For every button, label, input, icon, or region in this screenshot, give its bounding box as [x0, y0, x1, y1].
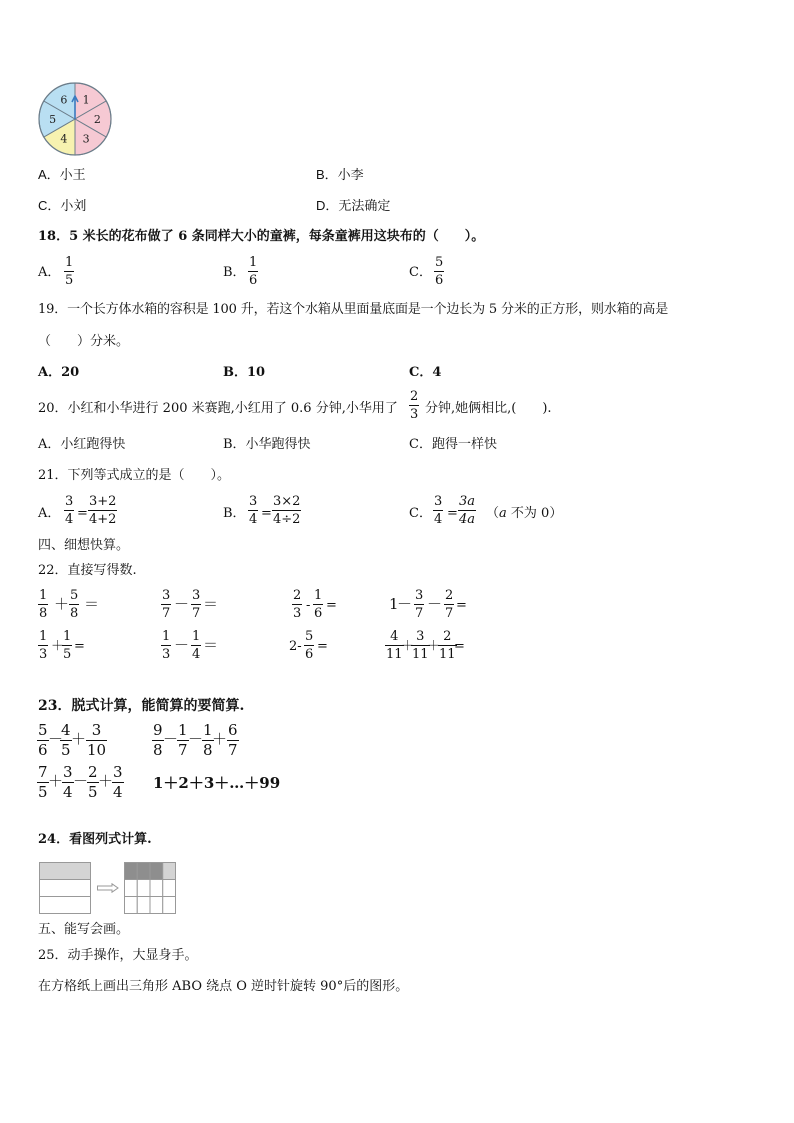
fraction: 9 8 [153, 721, 163, 759]
fraction: 1 3 [39, 629, 48, 662]
plus-sign: ＋ [212, 730, 228, 748]
spinner-sector-label: 4 [60, 132, 68, 146]
q18-option-a-fraction: 1 5 [65, 255, 74, 288]
q21-c-left-fraction: 3 4 [434, 494, 443, 527]
plus-sign: ＋ [71, 730, 87, 748]
grid-cell [163, 897, 176, 914]
fraction: 1 8 [39, 588, 48, 621]
q18-question: 18．5 米长的花布做了 6 条同样大小的童裤，每条童裤用这块布的（ ）。 [38, 229, 485, 244]
spinner-sector-label: 2 [93, 113, 101, 126]
minus-sign: － [174, 595, 190, 613]
equals-sign: = [261, 506, 272, 521]
fraction: 5 6 [305, 629, 314, 662]
q20-option-a[interactable]: A．小红跑得快 [38, 437, 126, 452]
fraction: 3 7 [162, 588, 171, 621]
q17-option-c[interactable]: C．小刘 [38, 198, 87, 213]
fraction: 3 7 [192, 588, 201, 621]
grid-cell [150, 880, 163, 897]
q24-figure-right [124, 862, 176, 914]
minus-sign: - [306, 598, 311, 613]
plus-sign: ＋ [54, 595, 70, 613]
equals-sign: = [447, 506, 458, 521]
fraction: 3 7 [415, 588, 424, 621]
q25-instruction: 在方格纸上画出三角形 ABO 绕点 O 逆时针旋转 90°后的图形。 [38, 979, 409, 994]
q25-title: 25．动手操作，大显身手。 [38, 948, 198, 963]
q19-question-line2: （ ）分米。 [38, 334, 130, 349]
fraction: 2 5 [88, 763, 98, 801]
minus-sign: － [397, 595, 413, 613]
q20-question-prefix: 20．小红和小华进行 200 米赛跑,小红用了 0.6 分钟,小华用了 [38, 401, 398, 416]
grid-cell [125, 897, 138, 914]
fraction: 2 11 [439, 629, 456, 662]
equals-sign: = [456, 598, 467, 613]
grid-cell [125, 880, 138, 897]
section-4-heading: 四、细想快算。 [38, 538, 130, 553]
fraction: 2 7 [445, 588, 454, 621]
fraction: 1 6 [314, 588, 323, 621]
minus-sign: － [188, 730, 204, 748]
equals-sign: = [77, 506, 88, 521]
spinner-sector-label: 5 [49, 113, 57, 126]
q20-option-c[interactable]: C．跑得一样快 [409, 437, 497, 452]
spinner-sector-label: 3 [82, 132, 90, 146]
q21-c-right-fraction: 3a 4a [459, 494, 476, 527]
fraction: 3 4 [63, 763, 73, 801]
minus-sign: － [427, 595, 443, 613]
equals-sign: = [454, 639, 465, 654]
grid-cell [125, 863, 138, 880]
q21-b-right-fraction: 3×2 4÷2 [273, 494, 301, 527]
grid-cell [163, 863, 176, 880]
grid-cell [150, 897, 163, 914]
fraction: 1 5 [63, 629, 72, 662]
q21-option-a-letter[interactable]: A． [38, 506, 61, 521]
q21-option-b-letter[interactable]: B． [223, 506, 246, 521]
q18-option-a-letter[interactable]: A． [38, 265, 61, 280]
q22-title: 22．直接写得数. [38, 563, 137, 578]
q18-option-b-letter[interactable]: B． [223, 265, 246, 280]
fraction: 6 7 [228, 721, 238, 759]
q21-option-c-letter[interactable]: C． [409, 506, 432, 521]
plus-sign: ＋ [401, 639, 415, 654]
q19-question-line1: 19．一个长方体水箱的容积是 100 升，若这个水箱从里面量底面是一个边长为 5 分米的正方形，则水箱的高是 [38, 302, 669, 317]
q18-option-b-fraction: 1 6 [249, 255, 258, 288]
grid-cell [137, 880, 150, 897]
equals-sign: = [326, 598, 337, 613]
plus-sign: ＋ [98, 772, 114, 790]
grid-cell [163, 880, 176, 897]
spinner-figure [36, 82, 116, 156]
grid-cell [137, 863, 150, 880]
q20-question-suffix: 分钟,她俩相比,( ). [425, 401, 552, 416]
fraction: 4 11 [386, 629, 403, 662]
q21-c-note: （a 不为 0） [486, 506, 563, 521]
fraction: 1 7 [178, 721, 188, 759]
number: 2- [289, 639, 302, 654]
fraction: 3 10 [87, 721, 107, 759]
minus-sign: － [73, 772, 89, 790]
fraction: 1 8 [203, 721, 213, 759]
equals-sign: = [74, 639, 85, 654]
fraction: 3 11 [412, 629, 429, 662]
fraction: 4 5 [61, 721, 71, 759]
q17-option-b[interactable]: B．小李 [316, 167, 364, 182]
minus-sign: － [48, 730, 64, 748]
q24-figure-left [39, 862, 91, 914]
fraction: 1 3 [162, 629, 171, 662]
equals-sign: ＝ [203, 636, 219, 654]
fraction: 7 5 [38, 763, 48, 801]
fraction: 5 6 [38, 721, 48, 759]
q20-option-b[interactable]: B．小华跑得快 [223, 437, 311, 452]
q17-option-a[interactable]: A．小王 [38, 167, 86, 182]
arrow-right-icon [97, 883, 119, 893]
equals-sign: = [317, 639, 328, 654]
fraction: 1 4 [192, 629, 201, 662]
equals-sign: ＝ [203, 595, 219, 613]
q21-question: 21．下列等式成立的是（ ）。 [38, 468, 231, 483]
plus-sign: ＋ [427, 639, 441, 654]
q23-title: 23．脱式计算，能简算的要简算. [38, 698, 245, 714]
q19-option-c[interactable]: C．4 [409, 365, 442, 380]
fraction: 3 4 [113, 763, 123, 801]
q17-option-d[interactable]: D．无法确定 [316, 198, 391, 213]
q19-option-b[interactable]: B．10 [223, 365, 266, 380]
sum-expression: 1＋2＋3＋…＋99 [153, 774, 281, 792]
q21-a-right-fraction: 3+2 4+2 [89, 494, 117, 527]
grid-cell [137, 897, 150, 914]
minus-sign: － [174, 636, 190, 654]
plus-sign: ＋ [51, 639, 65, 654]
q24-title: 24．看图列式计算. [38, 832, 152, 847]
q19-option-a[interactable]: A．20 [38, 365, 80, 380]
plus-sign: ＋ [48, 772, 64, 790]
spinner-sector-label: 6 [60, 93, 68, 107]
minus-sign: － [163, 730, 179, 748]
fraction: 2 3 [293, 588, 302, 621]
q20-fraction: 2 3 [410, 389, 419, 422]
fraction: 5 8 [70, 588, 79, 621]
grid-cell [150, 863, 163, 880]
q21-a-left-fraction: 3 4 [65, 494, 74, 527]
equals-sign: ＝ [84, 595, 100, 613]
section-5-heading: 五、能写会画。 [38, 922, 130, 937]
q21-b-left-fraction: 3 4 [249, 494, 258, 527]
spinner-sector-label: 1 [82, 93, 90, 107]
q18-option-c-fraction: 5 6 [435, 255, 444, 288]
number: 1 [389, 595, 399, 613]
q18-option-c-letter[interactable]: C． [409, 265, 432, 280]
